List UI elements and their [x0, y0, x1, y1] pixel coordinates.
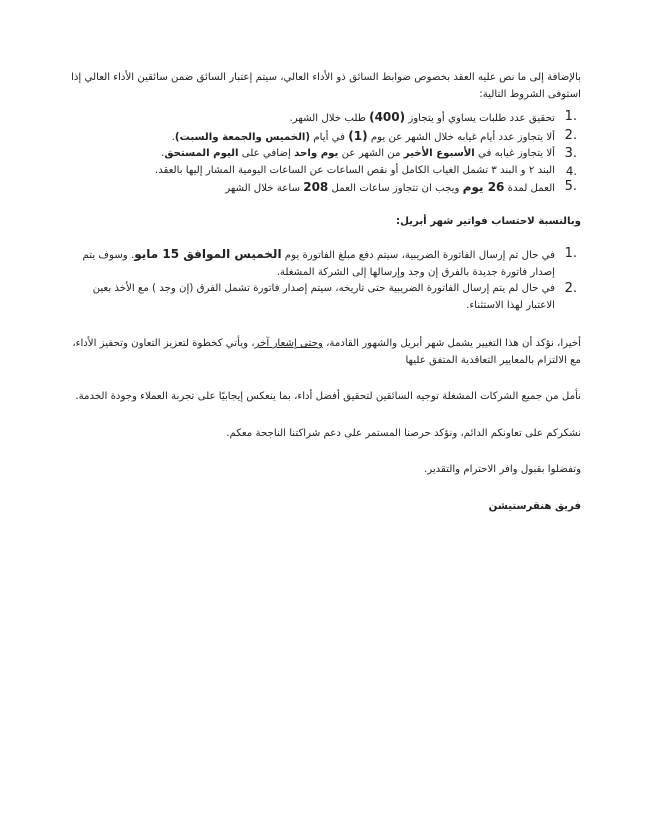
invoice-text: . وسوف يتم إصدار فاتورة جديدة بالفرق إن وجد وإرسالها إلى الشركة المشغلة.: [82, 250, 555, 278]
closing-text: ، ويأتي كخطوة لتعزيز التعاون وتحفيز الأداء، مع الالتزام بالمعايير التعاقدية المتفق عليها: [72, 338, 581, 366]
condition-bold: يوم واحد: [294, 148, 339, 159]
condition-item-5: [65, 179, 581, 198]
invoice-bold: الخميس الموافق 15 مايو: [134, 247, 282, 261]
condition-text: العمل لمدة: [504, 183, 555, 194]
closing-paragraph: [65, 336, 581, 369]
condition-text: البند ٢ و البند ٣ تشمل الغياب الكامل أو نقص الساعات عن الساعات اليومية المشار إليها بالعقد.: [154, 164, 555, 176]
condition-text: من الشهر عن: [338, 148, 404, 159]
intro-paragraph: بالإضافة إلى ما نص عليه العقد بخصوص ضوابط السائق ذو الأداء العالي، سيتم إعتبار السائق ضمن سائقين الأداء العالي إذا استوفى الشروط التالية:: [71, 72, 581, 100]
condition-text: .: [161, 148, 165, 159]
letter-body: [65, 70, 581, 515]
condition-item-3: [65, 146, 581, 163]
list-number: 2.: [564, 127, 577, 143]
condition-bold: 26 يوم: [462, 180, 505, 194]
regards-paragraph: وتفضلوا بقبول وافر الاحترام والتقدير.: [423, 464, 581, 475]
condition-bold: اليوم المستحق: [164, 148, 239, 159]
closing-text: أخيرا، نؤكد أن هذا التغيير يشمل شهر أبريل والشهور القادمة،: [322, 338, 581, 349]
invoice-item-2: [65, 281, 581, 314]
condition-text: إضافي على: [238, 148, 295, 159]
condition-text: في أيام: [310, 131, 349, 143]
list-number: 3.: [564, 146, 577, 161]
list-number: 5.: [564, 179, 577, 194]
list-number: 2.: [564, 281, 577, 296]
signature: فريق هنقرستيشن: [488, 500, 581, 512]
condition-text: طلب خلال الشهر.: [289, 113, 370, 124]
list-number: 1.: [564, 246, 577, 261]
condition-item-1: [65, 109, 581, 128]
conditions-list: [65, 109, 581, 198]
condition-text: ألا يتجاوز غيابه في: [474, 148, 555, 159]
list-number: 4.: [566, 163, 577, 178]
condition-bold: (400): [369, 110, 406, 124]
hope-paragraph: نأمل من جميع الشركات المشغلة توجيه السائقين لتحقيق أفضل أداء، بما ينعكس إيجابيًا على تجربة العملاء وجودة الخدمة.: [75, 391, 581, 402]
invoices-list: [65, 246, 581, 314]
condition-bold: 208: [303, 180, 329, 194]
condition-bold: (الخميس والجمعة والسبت): [174, 131, 311, 143]
condition-text: ويجب ان تتجاوز ساعات العمل: [328, 183, 463, 194]
condition-item-2: [65, 128, 581, 147]
condition-text: تحقيق عدد طلبات يساوي أو يتجاوز: [405, 113, 555, 124]
condition-bold: (1): [348, 128, 368, 143]
closing-underlined: وحتى إشعار آخر: [254, 338, 323, 349]
condition-text: ألا يتجاوز عدد أيام غيابه خلال الشهر عن يوم: [367, 131, 555, 143]
thanks-paragraph: نشكركم على تعاونكم الدائم، ونؤكد حرصنا المستمر على دعم شراكتنا الناجحة معكم.: [226, 427, 581, 439]
invoice-text: في حال لم يتم إرسال الفاتورة الضريبية حتى تاريخه، سيتم إصدار فاتورة تشمل الفرق (إن وجد ) مع الأخذ بعين الاعتبار لهذا الاستثناء.: [92, 283, 555, 311]
condition-bold: الأسبوع الأخير: [403, 148, 475, 159]
april-section-title: وبالنسبة لاحتساب فواتير شهر أبريل:: [396, 215, 581, 227]
invoice-text: في حال تم إرسال الفاتورة الضريبية، سيتم دفع مبلغ الفاتورة يوم: [281, 250, 555, 261]
invoice-item-1: [65, 246, 581, 281]
list-number: 1.: [564, 109, 577, 124]
condition-item-4: [65, 163, 581, 180]
condition-text: .: [171, 131, 175, 143]
condition-text: ساعة خلال الشهر: [225, 183, 304, 194]
